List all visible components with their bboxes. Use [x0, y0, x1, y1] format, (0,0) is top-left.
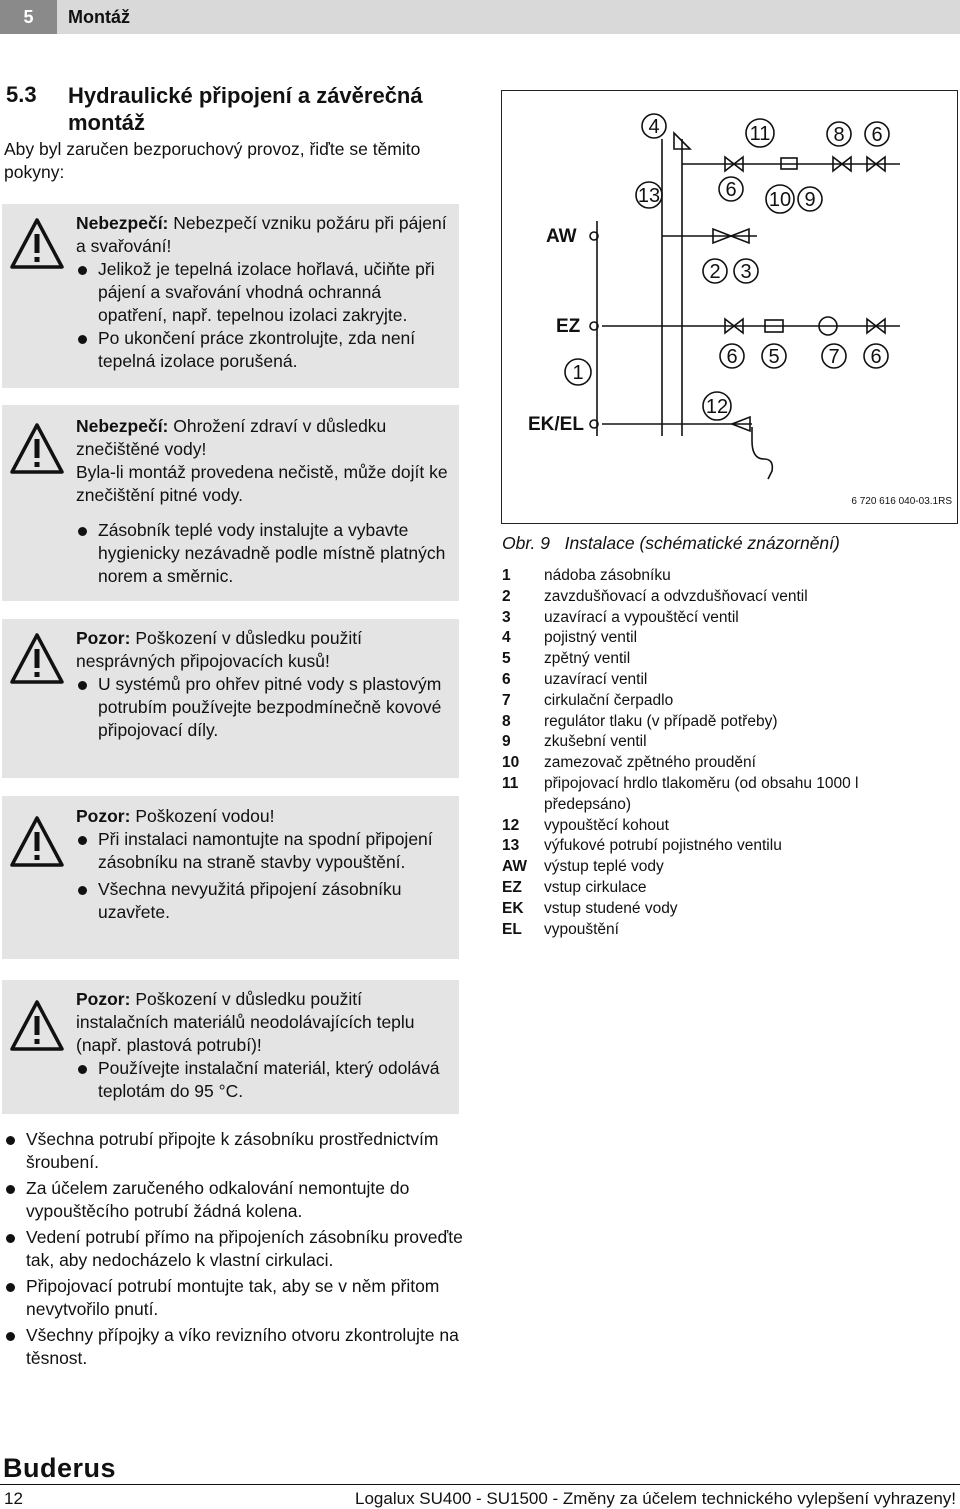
svg-text:6: 6 [871, 124, 883, 146]
svg-text:EZ: EZ [556, 316, 581, 337]
list-item: Všechna potrubí připojte k zásobníku prostřednictvím šroubení. [4, 1128, 464, 1174]
list-item: Jelikož je tepelná izolace hořlavá, učiňte při pájení a svařování vhodná ochranná opatření, např. tepelnou izolaci zakryjte. [76, 258, 449, 327]
list-item: Vedení potrubí přímo na připojeních zásobníku proveďte tak, aby nedocházelo k vlastní cirkulaci. [4, 1226, 464, 1272]
list-item: Všechny přípojky a víko revizního otvoru zkontrolujte na těsnost. [4, 1324, 464, 1370]
legend-row: 5 zpětný ventil [502, 650, 631, 668]
warning-box-water [2, 796, 459, 959]
list-item: Zásobník teplé vody instalujte a vybavte hygienicky nezávadně podle místně platných norem a směrnic. [76, 519, 449, 588]
box-label: Pozor: [76, 628, 131, 648]
box-label: Nebezpečí: [76, 213, 169, 233]
legend-row: 10 zamezovač zpětného proudění [502, 754, 756, 772]
list-item: Připojovací potrubí montujte tak, aby se v něm přitom nevytvořilo pnutí. [4, 1275, 464, 1321]
page-number: 12 [4, 1489, 23, 1508]
svg-text:6: 6 [870, 346, 882, 368]
legend-row: EL vypouštění [502, 920, 619, 938]
svg-text:4: 4 [648, 116, 660, 138]
chapter-header [0, 0, 960, 34]
section-title: Hydraulické připojení a závěrečná montáž [68, 83, 423, 135]
list-item: Za účelem zaručeného odkalování nemontujte do vypouštěcího potrubí žádná kolena. [4, 1177, 464, 1223]
figure-legend [502, 566, 922, 940]
box-extra-text: Byla-li montáž provedena nečistě, může dojít ke znečištění pitné vody. [76, 462, 448, 505]
legend-row: 13 výfukové potrubí pojistného ventilu [502, 837, 782, 855]
general-instructions [4, 1128, 464, 1373]
legend-row: EZ vstup cirkulace [502, 878, 647, 896]
warning-box-fire [2, 204, 459, 388]
legend-row: 7 cirkulační čerpadlo [502, 691, 674, 709]
brand-logo: Buderus [3, 1453, 117, 1483]
svg-text:10: 10 [768, 189, 792, 211]
warning-box-materials [2, 980, 459, 1114]
chapter-title: Montáž [68, 7, 130, 27]
svg-text:AW: AW [546, 226, 577, 247]
figure-caption [502, 533, 840, 554]
svg-text:11: 11 [749, 123, 771, 145]
box-text: Nebezpečí vzniku požáru při pájení a svařování! [76, 213, 447, 256]
svg-text:12: 12 [705, 396, 729, 418]
svg-text:8: 8 [833, 124, 845, 146]
legend-row: 8 regulátor tlaku (v případě potřeby) [502, 712, 778, 730]
box-text: Poškození vodou! [135, 806, 275, 826]
legend-row: EK vstup studené vody [502, 899, 678, 917]
legend-row: 6 uzavírací ventil [502, 670, 648, 688]
warning-triangle-icon [8, 998, 66, 1054]
svg-text:1: 1 [572, 362, 584, 384]
legend-row: 3 uzavírací a vypouštěcí ventil [502, 608, 739, 626]
box-label: Nebezpečí: [76, 416, 169, 436]
svg-text:3: 3 [740, 261, 752, 283]
legend-row: 4 pojistný ventil [502, 629, 638, 647]
figure-caption-label: Obr. 9 [502, 533, 550, 553]
legend-row: 2 zavzdušňovací a odvzdušňovací ventil [502, 587, 808, 605]
svg-text:6: 6 [725, 179, 737, 201]
warning-box-connectors [2, 619, 459, 778]
list-item: Po ukončení práce zkontrolujte, zda není tepelná izolace porušená. [76, 327, 449, 373]
legend-row: 12 vypouštěcí kohout [502, 816, 669, 834]
list-item: Používejte instalační materiál, který odolává teplotám do 95 °C. [76, 1057, 449, 1103]
svg-text:6 720 616 040-03.1RS: 6 720 616 040-03.1RS [851, 496, 952, 507]
svg-text:2: 2 [709, 261, 721, 283]
warning-triangle-icon [8, 421, 66, 477]
legend-row: 11 připojovací hrdlo tlakoměru (od obsahu 1000 l předepsáno) [502, 774, 859, 813]
footer-text: Logalux SU400 - SU1500 - Změny za účelem technického vylepšení vyhrazeny! [355, 1489, 956, 1508]
list-item: Při instalaci namontujte na spodní připojení zásobníku na straně stavby vypouštění. [76, 828, 449, 874]
legend-row: 1 nádoba zásobníku [502, 567, 671, 584]
warning-triangle-icon [8, 216, 66, 272]
installation-diagram [501, 90, 958, 524]
box-text: Ohrožení zdraví v důsledku znečištěné vody! [76, 416, 387, 459]
list-item: U systémů pro ohřev pitné vody s plastovým potrubím používejte bezpodmínečně kovové připojovací díly. [76, 673, 449, 742]
box-text: Poškození v důsledku použití instalačních materiálů neodolávajících teplu (např. plastová potrubí)! [76, 989, 415, 1055]
box-text: Poškození v důsledku použití nesprávných připojovacích kusů! [76, 628, 362, 671]
legend-row: 9 zkušební ventil [502, 733, 647, 751]
svg-text:6: 6 [726, 346, 738, 368]
svg-text:7: 7 [828, 346, 840, 368]
warning-box-health [2, 405, 459, 601]
svg-text:5: 5 [768, 346, 780, 368]
list-item: Všechna nevyužitá připojení zásobníku uzavřete. [76, 878, 449, 924]
installation-schematic [502, 91, 957, 523]
warning-triangle-icon [8, 814, 66, 870]
svg-text:EK/EL: EK/EL [528, 414, 584, 435]
svg-text:9: 9 [804, 189, 816, 211]
box-label: Pozor: [76, 989, 131, 1009]
svg-text:13: 13 [637, 185, 661, 207]
intro-text: Aby byl zaručen bezporuchový provoz, řiďte se těmito pokyny: [4, 139, 421, 182]
warning-triangle-icon [8, 631, 66, 687]
footer-divider [0, 1484, 960, 1485]
legend-row: AW výstup teplé vody [502, 858, 664, 876]
chapter-number: 5 [0, 0, 57, 34]
section-number: 5.3 [6, 82, 37, 107]
box-label: Pozor: [76, 806, 131, 826]
figure-caption-text: Instalace (schématické znázornění) [564, 533, 840, 553]
